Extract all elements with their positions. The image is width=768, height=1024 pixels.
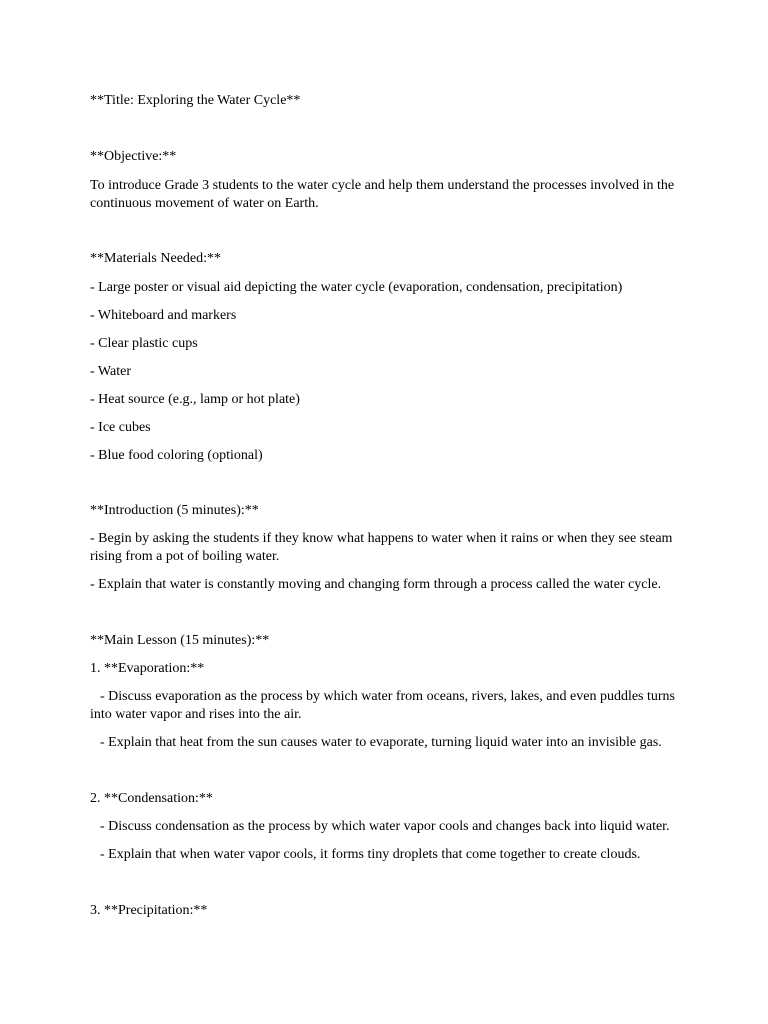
materials-item: - Blue food coloring (optional) — [90, 448, 263, 463]
evaporation-item: - Discuss evaporation as the process by which water from oceans, rivers, lakes, and even puddles turns into water vapor and rises into the air. — [90, 689, 675, 722]
evaporation-item: - Explain that heat from the sun causes water to evaporate, turning liquid water into an invisible gas. — [100, 735, 662, 750]
materials-item: - Heat source (e.g., lamp or hot plate) — [90, 392, 300, 407]
condensation-heading: 2. **Condensation:** — [90, 791, 213, 806]
materials-item: - Large poster or visual aid depicting the water cycle (evaporation, condensation, precipitation) — [90, 280, 623, 295]
materials-item: - Water — [90, 364, 131, 379]
evaporation-heading: 1. **Evaporation:** — [90, 661, 205, 676]
objective-text: To introduce Grade 3 students to the water cycle and help them understand the processes involved in the continuous movement of water on Earth. — [90, 178, 675, 211]
document-title: **Title: Exploring the Water Cycle** — [90, 93, 301, 108]
precipitation-heading: 3. **Precipitation:** — [90, 903, 208, 918]
condensation-item: - Explain that when water vapor cools, it forms tiny droplets that come together to create clouds. — [100, 847, 641, 862]
introduction-item: - Explain that water is constantly moving and changing form through a process called the water cycle. — [90, 577, 662, 592]
materials-heading: **Materials Needed:** — [90, 251, 222, 266]
condensation-item: - Discuss condensation as the process by which water vapor cools and changes back into liquid water. — [100, 819, 670, 834]
introduction-heading: **Introduction (5 minutes):** — [90, 503, 259, 518]
main-lesson-heading: **Main Lesson (15 minutes):** — [90, 633, 270, 648]
materials-item: - Clear plastic cups — [90, 336, 198, 351]
objective-heading: **Objective:** — [90, 149, 177, 164]
introduction-item: - Begin by asking the students if they know what happens to water when it rains or when they see steam rising from a pot of boiling water. — [90, 531, 673, 564]
materials-item: - Whiteboard and markers — [90, 308, 237, 323]
materials-item: - Ice cubes — [90, 420, 151, 435]
